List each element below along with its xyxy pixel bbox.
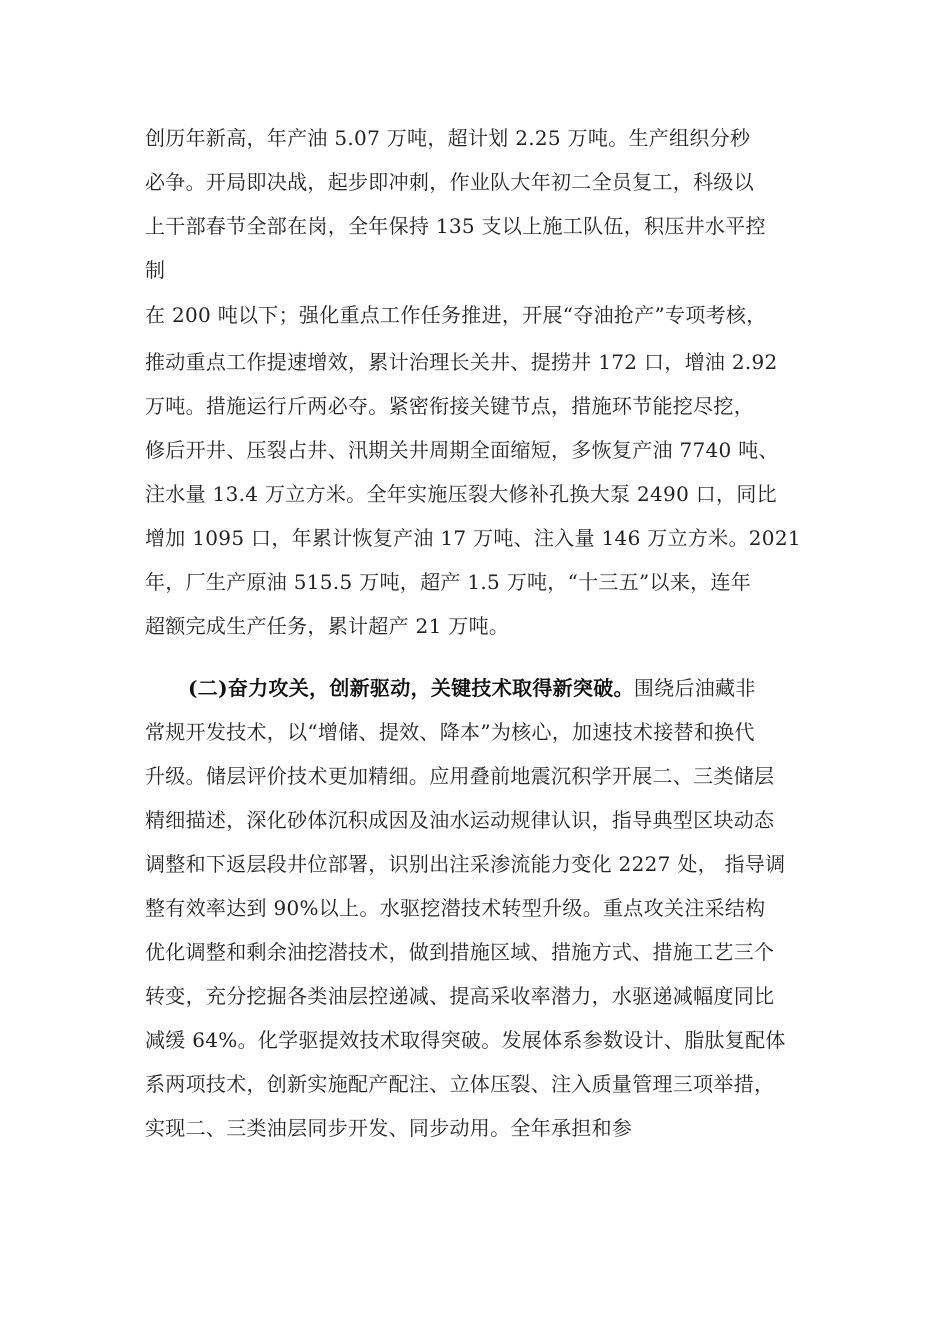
text-line: 减缓 64%。化学驱提效技术取得突破。发展体系参数设计、脂肽复配体: [145, 1028, 786, 1052]
text-line: 上干部春节全部在岗，全年保持 135 支以上施工队伍，积压井水平控: [145, 214, 766, 238]
text-line: 创历年新高，年产油 5.07 万吨，超计划 2.25 万吨。生产组织分秒: [145, 126, 751, 150]
text-segment: 围绕后油藏非: [633, 676, 756, 700]
text-line: 推动重点工作提速增效，累计治理长关井、提捞井 172 口，增油 2.92: [145, 350, 778, 374]
section-heading: (二)奋力攻关，创新驱动，关键技术取得新突破。: [188, 676, 634, 700]
text-line: 年，厂生产原油 515.5 万吨，超产 1.5 万吨，“十三五”以来，连年: [145, 570, 752, 594]
text-line: 增加 1095 口，年累计恢复产油 17 万吨、注入量 146 万立方米。2021: [145, 526, 801, 550]
text-line: 制: [145, 258, 166, 282]
text-line: 调整和下返层段井位部署，识别出注采渗流能力变化 2227 处， 指导调: [145, 852, 786, 876]
text-line: 实现二、三类油层同步开发、同步动用。全年承担和参: [145, 1116, 633, 1140]
text-line: 修后开井、压裂占井、汛期关井周期全面缩短，多恢复产油 7740 吨、: [145, 438, 779, 462]
text-line: 优化调整和剩余油挖潜技术，做到措施区域、措施方式、措施工艺三个: [145, 940, 775, 964]
section-heading-line: [188, 673, 756, 703]
text-line: 万吨。措施运行斤两必夺。紧密衔接关键节点，措施环节能挖尽挖，: [145, 394, 754, 418]
text-line: 系两项技术，创新实施配产配注、立体压裂、注入质量管理三项举措，: [145, 1072, 775, 1096]
text-line: 升级。储层评价技术更加精细。应用叠前地震沉积学开展二、三类储层: [145, 764, 775, 788]
text-line: 在 200 吨以下；强化重点工作任务推进，开展“夺油抢产”专项考核，: [145, 303, 767, 327]
text-line: 精细描述，深化砂体沉积成因及油水运动规律认识，指导典型区块动态: [145, 808, 775, 832]
text-line: 常规开发技术，以“增储、提效、降本”为核心，加速技术接替和换代: [145, 720, 755, 744]
text-line: 必争。开局即决战，起步即冲刺，作业队大年初二全员复工，科级以: [145, 170, 754, 194]
text-line: 超额完成生产任务，累计超产 21 万吨。: [145, 614, 510, 638]
text-line: 整有效率达到 90%以上。水驱挖潜技术转型升级。重点攻关注采结构: [145, 896, 766, 920]
text-line: 注水量 13.4 万立方米。全年实施压裂大修补孔换大泵 2490 口，同比: [145, 482, 777, 506]
text-line: 转变，充分挖掘各类油层控递减、提高采收率潜力，水驱递减幅度同比: [145, 984, 775, 1008]
